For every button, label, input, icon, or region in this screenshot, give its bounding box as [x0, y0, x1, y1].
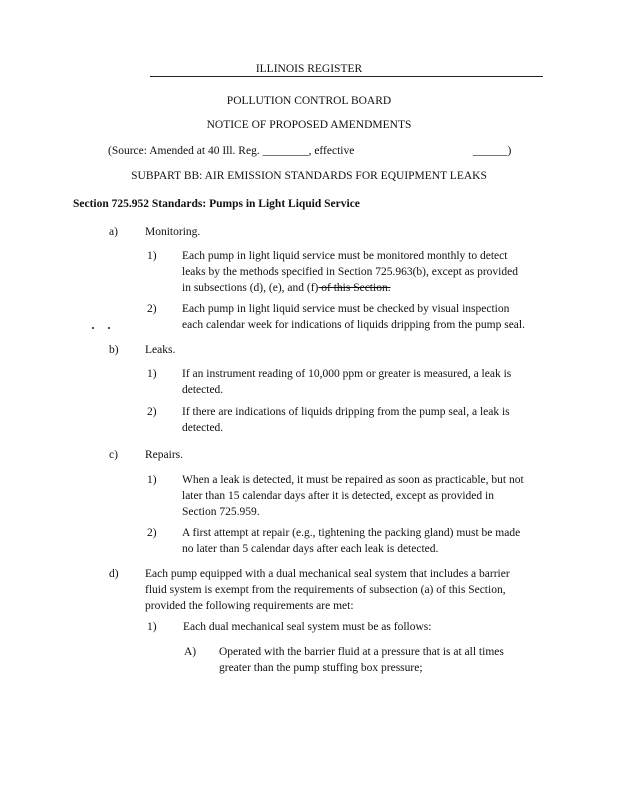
d-line-1: Each pump equipped with a dual mechanical seal system that includes a barrier	[145, 568, 510, 580]
a2-text	[182, 301, 525, 333]
b2-line-1: If there are indications of liquids dripping from the pump seal, a leak is	[182, 406, 510, 418]
c2-text	[182, 525, 520, 557]
subsection-b-label: b)	[109, 344, 119, 356]
c1-line-2: later than 15 calendar days after it is detected, except as provided in	[182, 490, 494, 502]
b1-number: 1)	[147, 368, 157, 380]
subsection-c-label: c)	[109, 449, 118, 461]
source-line-end: ______)	[473, 145, 512, 157]
b2-number: 2)	[147, 406, 157, 418]
source-line	[108, 143, 354, 159]
a1-struck-text: of this Section.	[318, 282, 391, 294]
b2-line-2: detected.	[182, 422, 224, 434]
c1-line-1: When a leak is detected, it must be repaired as soon as practicable, but not	[182, 474, 524, 486]
c2-line-1: A first attempt at repair (e.g., tightening the packing gland) must be made	[182, 527, 521, 539]
section-title: Section 725.952 Standards: Pumps in Light Liquid Service	[73, 198, 360, 210]
b1-line-2: detected.	[182, 384, 224, 396]
a1-line-2: leaks by the methods specified in Section 725.963(b), except as provided	[182, 266, 518, 278]
b2-text	[182, 404, 510, 436]
d-line-3: provided the following requirements are met:	[145, 600, 354, 612]
c1-number: 1)	[147, 474, 157, 486]
dA-line-1: Operated with the barrier fluid at a pressure that is at all times	[219, 646, 504, 658]
a2-line-1: Each pump in light liquid service must be checked by visual inspection	[182, 303, 510, 315]
subsection-a-heading: Monitoring.	[145, 226, 201, 238]
subsection-a-label: a)	[109, 226, 118, 238]
dA-line-2: greater than the pump stuffing box pressure;	[219, 662, 423, 674]
a1-line-3	[182, 280, 518, 296]
scan-speck	[108, 327, 110, 329]
register-title: ILLINOIS REGISTER	[255, 63, 363, 75]
scan-speck	[92, 327, 94, 329]
a1-line-3-prefix: in subsections (d), (e), and (f)	[182, 282, 319, 294]
c1-line-3: Section 725.959.	[182, 506, 260, 518]
dA-text	[219, 644, 504, 676]
d1-text: Each dual mechanical seal system must be as follows:	[183, 621, 432, 633]
c1-text	[182, 472, 524, 520]
subsection-c-heading: Repairs.	[145, 449, 184, 461]
c2-number: 2)	[147, 527, 157, 539]
source-text: (Source: Amended at 40 Ill. Reg. ________, effective	[108, 145, 355, 157]
d-text	[145, 566, 510, 614]
board-name: POLLUTION CONTROL BOARD	[226, 95, 392, 107]
subsection-b-heading: Leaks.	[145, 344, 176, 356]
a1-number: 1)	[147, 250, 157, 262]
subsection-d-label: d)	[109, 568, 119, 580]
a2-number: 2)	[147, 303, 157, 315]
c2-line-2: no later than 5 calendar days after each leak is detected.	[182, 543, 439, 555]
subpart-title: SUBPART BB: AIR EMISSION STANDARDS FOR EQUIPMENT LEAKS	[131, 170, 487, 182]
d1-number: 1)	[147, 621, 157, 633]
a2-line-2: each calendar week for indications of liquids dripping from the pump seal.	[182, 319, 525, 331]
a1-line-1: Each pump in light liquid service must be monitored monthly to detect	[182, 250, 508, 262]
dA-letter: A)	[184, 646, 197, 658]
notice-title: NOTICE OF PROPOSED AMENDMENTS	[206, 119, 412, 131]
d-line-2: fluid system is exempt from the requirements of subsection (a) of this Section,	[145, 584, 506, 596]
a1-text	[182, 248, 518, 296]
b1-line-1: If an instrument reading of 10,000 ppm or greater is measured, a leak is	[182, 368, 512, 380]
b1-text	[182, 366, 511, 398]
